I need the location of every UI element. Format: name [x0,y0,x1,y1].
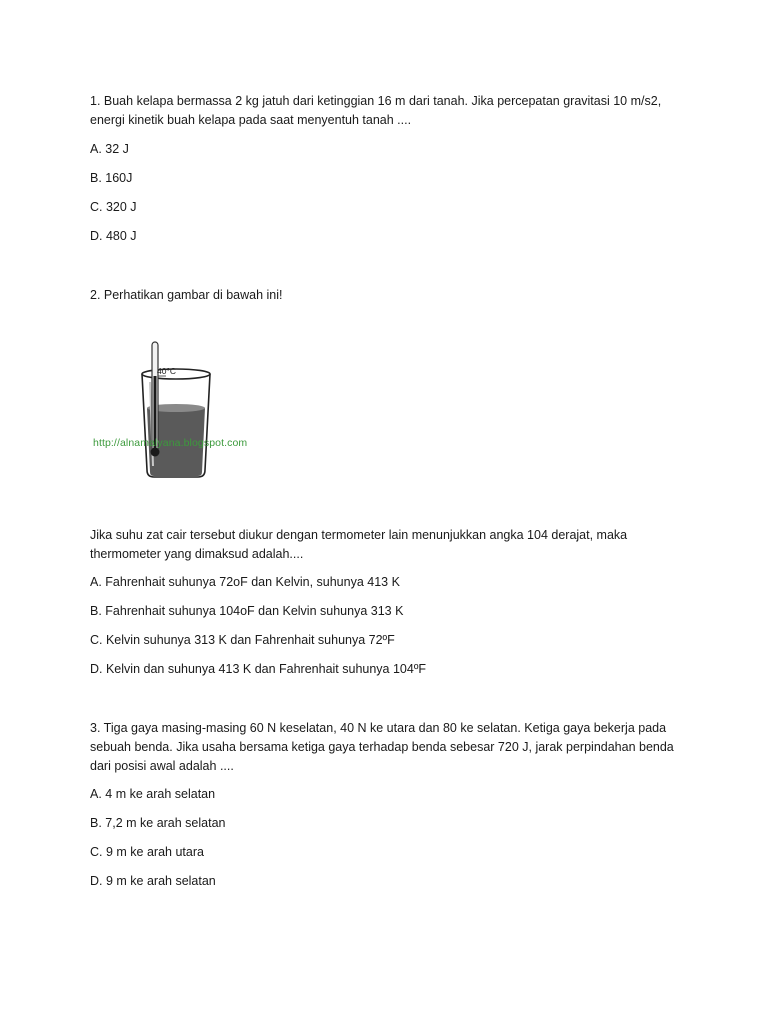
question-3-text-line-3: dari posisi awal adalah .... [90,759,234,773]
question-3-text-line-1: 3. Tiga gaya masing-masing 60 N keselatan, 40 N ke utara dan 80 ke selatan. Ketiga gaya bekerja pada [90,721,667,735]
question-1-text-line-1: 1. Buah kelapa bermassa 2 kg jatuh dari ketinggian 16 m dari tanah. Jika percepatan gravitasi 10 m/s2, [90,94,662,108]
thermometer-reading-label: 40°C [157,366,176,376]
beaker-thermometer-figure [90,336,270,484]
question-2-option-a: A. Fahrenhait suhunya 72oF dan Kelvin, suhunya 413 K [90,575,400,589]
question-2-text-line-2: Jika suhu zat cair tersebut diukur dengan termometer lain menunjukkan angka 104 derajat, maka [90,528,628,542]
watermark-url: http://alnamalyana.blogspot.com [93,437,248,449]
question-1-option-c: C. 320 J [90,200,137,214]
question-2-option-d: D. Kelvin dan suhunya 413 K dan Fahrenhait suhunya 104ºF [90,662,427,676]
question-3-option-c: C. 9 m ke arah utara [90,845,204,859]
question-3-option-a: A. 4 m ke arah selatan [90,787,216,801]
question-1-text-line-2: energi kinetik buah kelapa pada saat menyentuh tanah .... [90,113,412,127]
question-2-option-b: B. Fahrenhait suhunya 104oF dan Kelvin suhunya 313 K [90,604,404,618]
question-3-text-line-2: sebuah benda. Jika usaha bersama ketiga gaya terhadap benda sebesar 720 J, jarak perpindahan benda [90,740,674,754]
question-1-option-b: B. 160J [90,171,133,185]
question-2-option-c: C. Kelvin suhunya 313 K dan Fahrenhait suhunya 72ºF [90,633,395,647]
question-2-text-line-1: 2. Perhatikan gambar di bawah ini! [90,288,283,302]
question-2-text-line-3: thermometer yang dimaksud adalah.... [90,547,304,561]
question-1-option-d: D. 480 J [90,229,137,243]
question-1-option-a: A. 32 J [90,142,129,156]
question-3-option-b: B. 7,2 m ke arah selatan [90,816,226,830]
question-3-option-d: D. 9 m ke arah selatan [90,874,216,888]
beaker-thermometer-illustration [90,336,270,484]
